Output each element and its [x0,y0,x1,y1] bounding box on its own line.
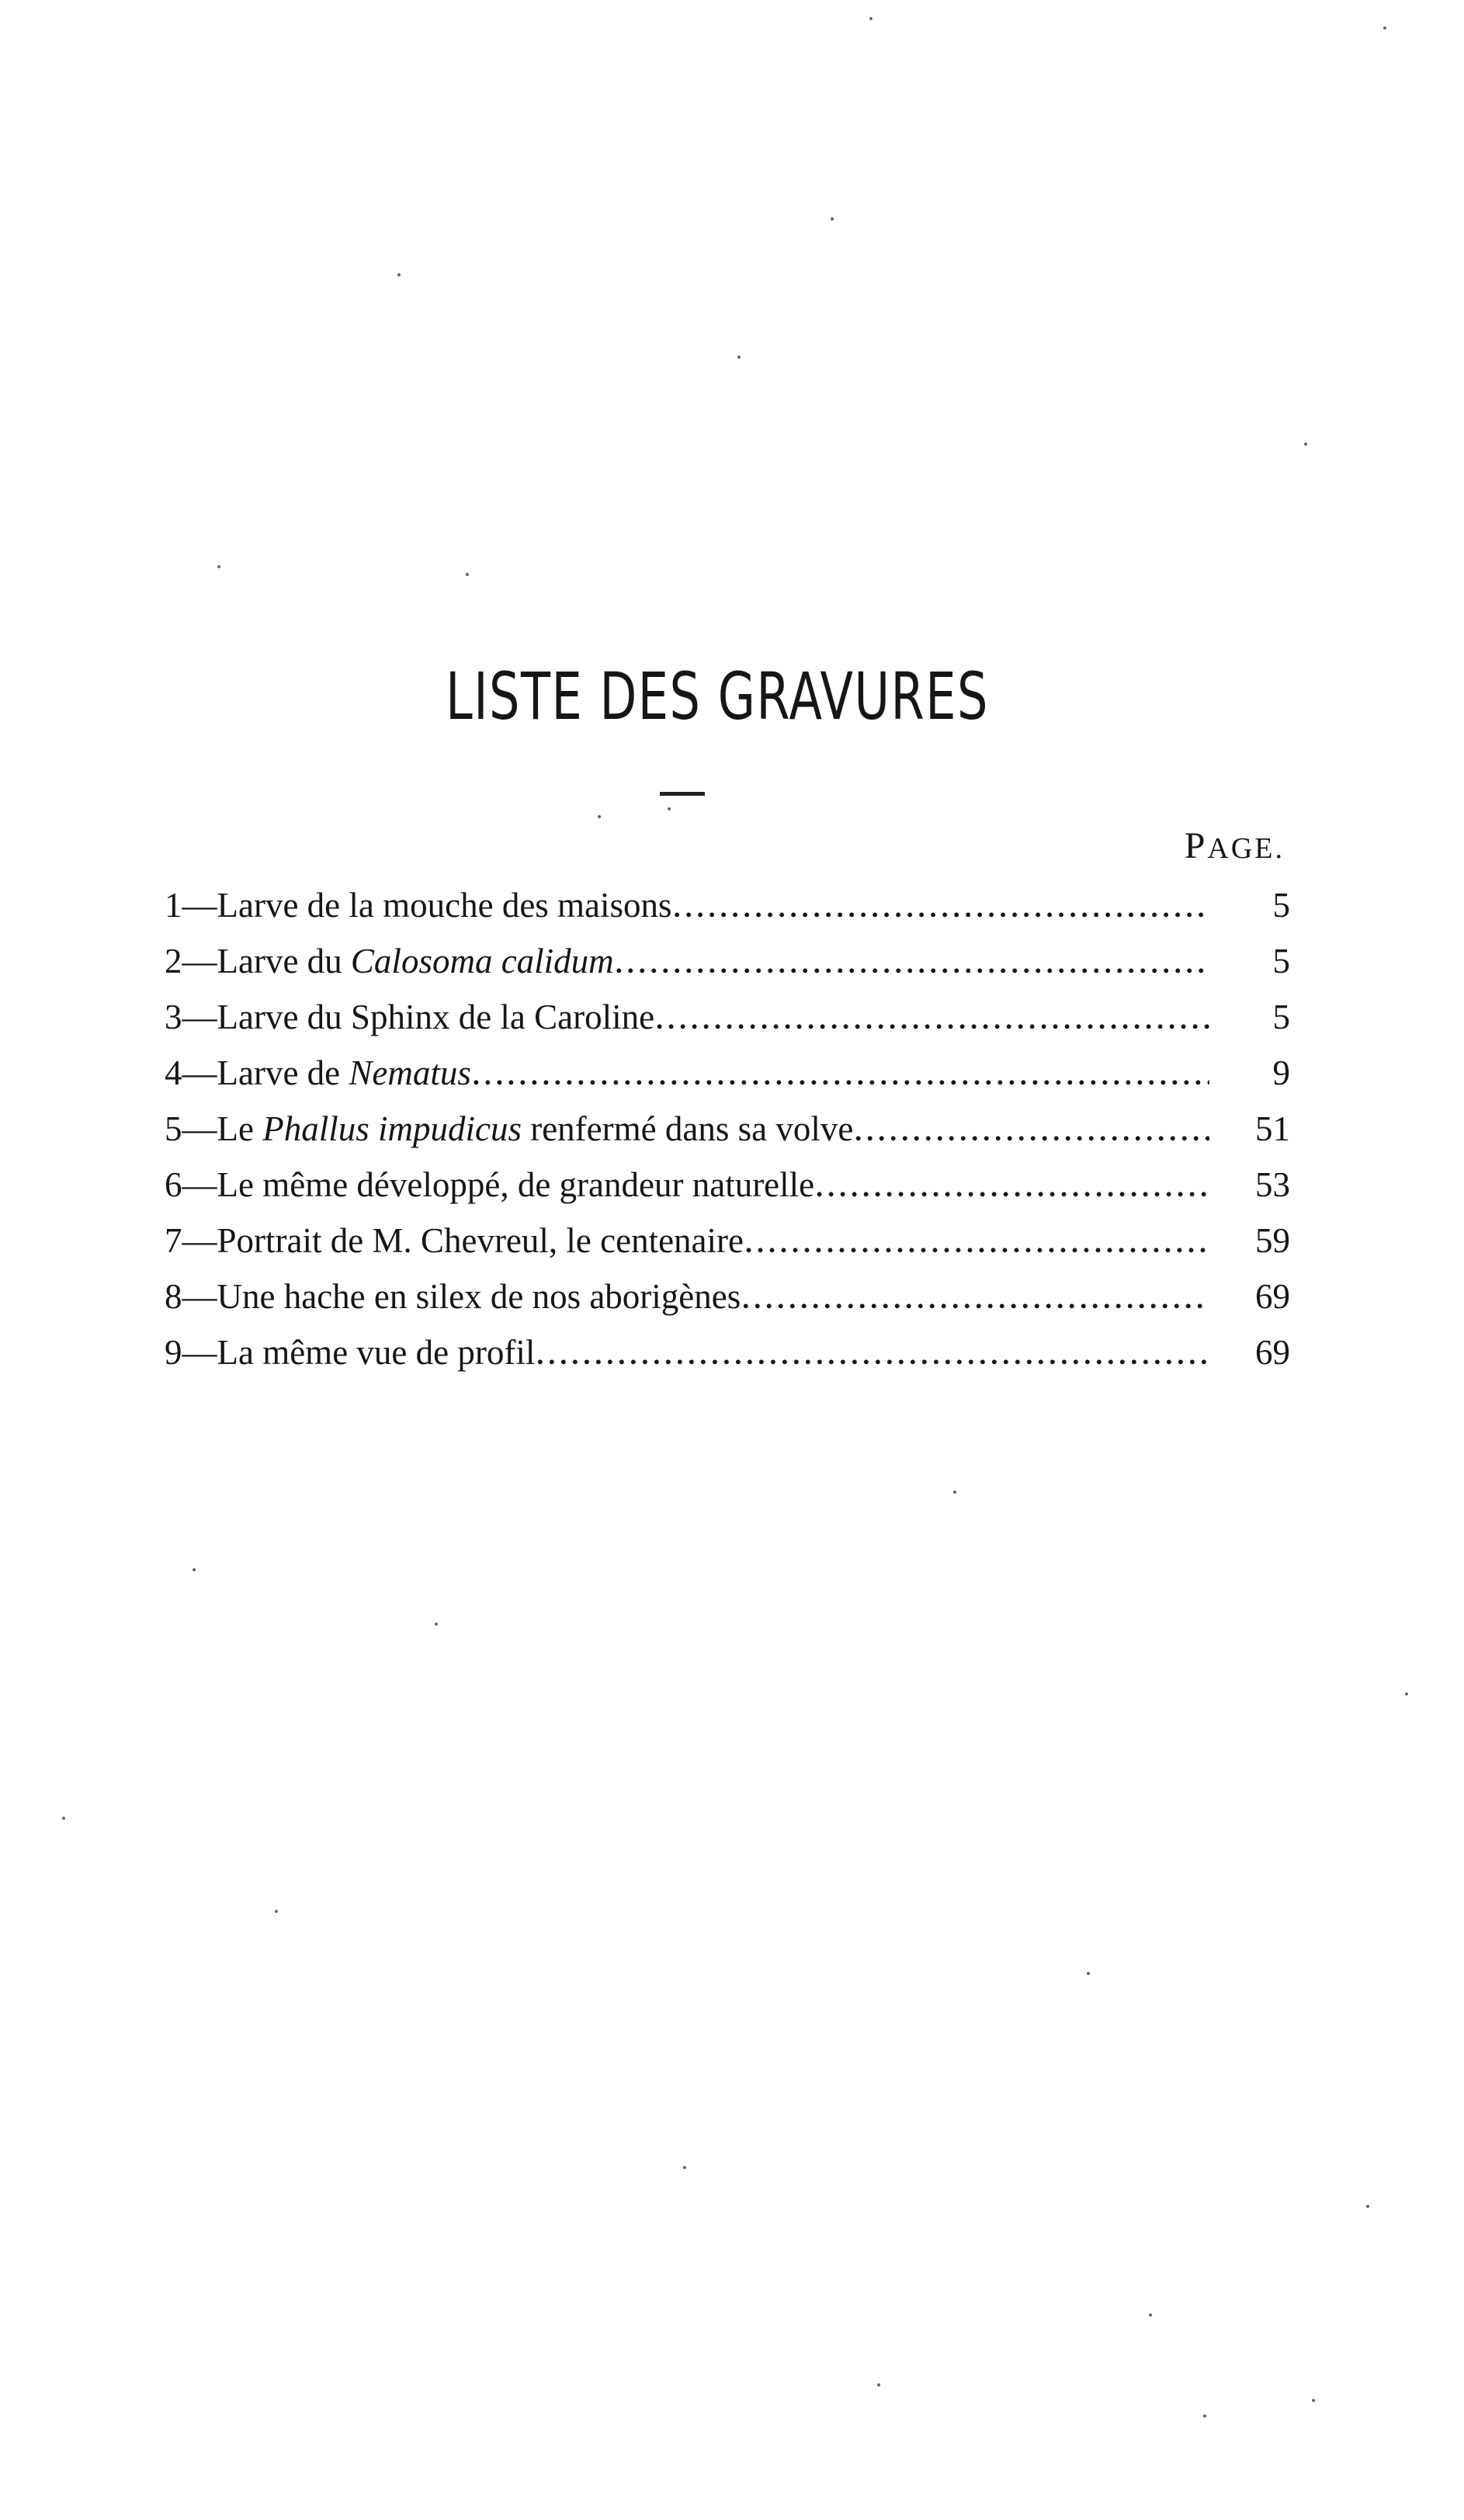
dot-leader [745,1215,1209,1271]
paper-speck [668,807,671,810]
dot-leader [656,991,1209,1047]
paper-speck [193,1568,196,1571]
entry-text [165,1101,853,1157]
entry-title: Le [217,1109,263,1148]
entry-page-number: 69 [1255,1277,1290,1316]
dot-leader [816,1159,1209,1215]
page-header-initial: P [1184,825,1208,866]
entry-text [165,1269,741,1324]
list-entry [165,1101,1290,1157]
list-entry [165,877,1290,933]
entry-number: 7— [165,1221,217,1260]
entry-title: renfermé dans sa volve [521,1109,854,1148]
list-entry [165,933,1290,989]
paper-speck [1304,443,1307,446]
dot-leader [742,1271,1209,1327]
paper-speck [275,1910,278,1913]
paper-speck [1312,2399,1315,2402]
entry-title-italic: Phallus impudicus [262,1109,522,1148]
entry-text [165,933,614,989]
paper-speck [466,573,469,576]
page-header-rest: AGE. [1207,832,1285,865]
entry-title: Le même développé, de grandeur naturelle [217,1165,815,1204]
entry-number: 1— [165,886,217,925]
paper-speck [1383,26,1386,30]
engravings-list [165,877,1290,1380]
entry-title: Portrait de M. Chevreul, le centenaire [217,1221,744,1260]
entry-text [165,877,672,933]
entry-number: 3— [165,998,217,1036]
list-entry [165,1157,1290,1213]
list-entry [165,1213,1290,1269]
dot-leader [536,1327,1209,1383]
page-column-header [1153,825,1285,866]
entry-title: Une hache en silex de nos aborigènes [217,1277,741,1316]
paper-speck [877,2383,880,2386]
paper-speck [737,356,741,359]
paper-speck [62,1817,65,1820]
entry-page-number: 51 [1255,1109,1290,1148]
entry-text [165,1324,535,1380]
title-rule [660,792,705,796]
dot-leader [616,935,1209,991]
paper-speck [397,273,401,276]
entry-title: Larve du Sphinx de la Caroline [217,998,655,1036]
entry-title-italic: Nematus [349,1053,471,1092]
paper-speck [831,217,834,220]
entry-title: La même vue de profil [217,1333,536,1372]
paper-speck [1203,2414,1206,2418]
entry-number: 4— [165,1053,217,1092]
list-entry [165,1324,1290,1380]
paper-speck [953,1491,956,1494]
entry-title: Larve de la mouche des maisons [217,886,672,925]
list-entry [165,1045,1290,1101]
entry-text [165,989,654,1045]
entry-page-number: 69 [1255,1333,1290,1372]
entry-number: 6— [165,1165,217,1204]
entry-number: 2— [165,942,217,981]
entry-page-number: 5 [1272,998,1290,1036]
entry-page-number: 59 [1255,1221,1290,1260]
entry-title-italic: Calosoma calidum [350,942,614,981]
dot-leader [855,1103,1209,1159]
paper-speck [683,2166,686,2169]
entry-number: 9— [165,1333,217,1372]
entry-number: 5— [165,1109,217,1148]
list-entry [165,1269,1290,1324]
entry-page-number: 5 [1272,942,1290,981]
list-entry [165,989,1290,1045]
list-title: LISTE DES GRAVURES [446,658,989,734]
paper-speck [598,815,601,818]
paper-speck [869,17,873,20]
entry-text [165,1213,744,1269]
paper-speck [217,565,220,568]
paper-speck [1366,2205,1369,2208]
dot-leader [674,880,1209,935]
entry-text [165,1157,814,1213]
paper-speck [435,1623,438,1626]
entry-title: Larve du [217,942,351,981]
entry-page-number: 9 [1272,1053,1290,1092]
paper-speck [1087,1972,1090,1975]
entry-page-number: 5 [1272,886,1290,925]
dot-leader [473,1047,1209,1103]
entry-page-number: 53 [1255,1165,1290,1204]
paper-speck [1405,1692,1408,1696]
entry-title: Larve de [217,1053,349,1092]
entry-text [165,1045,471,1101]
entry-number: 8— [165,1277,217,1316]
paper-speck [1149,2313,1152,2317]
